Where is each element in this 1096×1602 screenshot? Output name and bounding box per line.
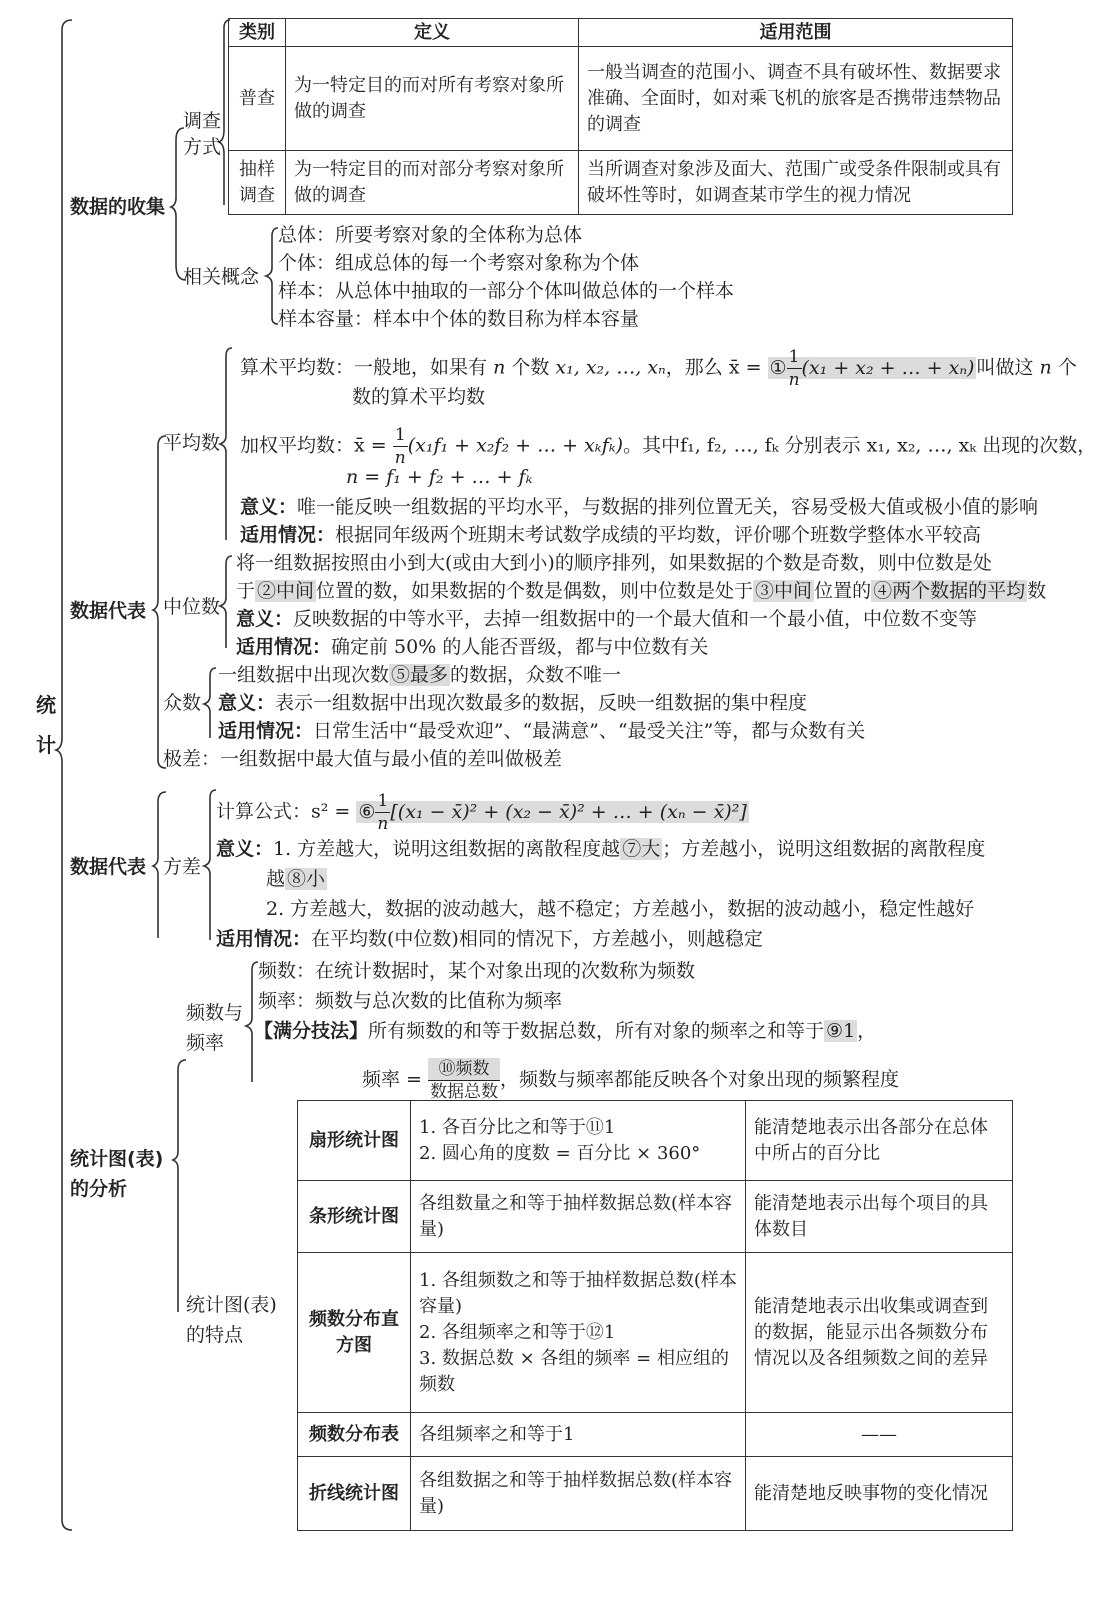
table-row	[298, 1101, 1013, 1181]
mean-label: 平均数	[163, 432, 221, 454]
root-label-2: 计	[36, 733, 56, 757]
table-row	[298, 1253, 1013, 1413]
variance-meaning2: 2. 方差越大，数据的波动越大，越不稳定；方差越小，数据的波动越小，稳定性越好	[266, 898, 975, 920]
chart-rule-cell	[411, 1457, 746, 1531]
concept-item: 总体：所要考察对象的全体称为总体	[278, 224, 583, 246]
table-cell: 一般当调查的范围小、调查不具有破坏性、数据要求准确、全面时，如对乘飞机的旅客是否携带违禁物品的调查	[579, 47, 1013, 151]
table-row	[298, 1413, 1013, 1457]
chart-rule-cell	[411, 1413, 746, 1457]
root-label-1: 统	[36, 693, 56, 717]
arith-mean-line: 算术平均数：一般地，如果有 n 个数 x₁, x₂, …, xₙ，那么 x̄ = ① $\frac{1}{n}$ (x₁ + x₂ + … + xₙ) 叫做这 n 个	[240, 347, 1077, 390]
concept-item: 样本容量：样本中个体的数目称为样本容量	[278, 308, 640, 330]
chart-type-cell: 条形统计图	[298, 1181, 411, 1253]
table-header: 定义	[286, 19, 579, 47]
arith-mean-line2: 数的算术平均数	[352, 386, 486, 408]
chart-feature-cell: 能清楚地表示出各部分在总体中所占的百分比	[746, 1101, 1013, 1181]
variance-meaning1-cont: 越 ⑧小	[266, 868, 326, 890]
variance-label: 方差	[163, 856, 202, 878]
tip-line: 【满分技法】所有频数的和等于数据总数，所有对象的频率之和等于 ⑨1 ，	[254, 1020, 877, 1042]
weighted-mean-line: 加权平均数：x̄ = $\frac{1}{n}$ (x₁f₁ + x₂f₂ + … + xₖfₖ)。其中f₁, f₂, …, fₖ 分别表示 x₁, x₂, …, xₖ 出现的次数，	[240, 425, 1096, 468]
chart-rule-cell	[411, 1101, 746, 1181]
mode-line1: 一组数据中出现次数 ⑤最多 的数据，众数不唯一	[218, 664, 622, 686]
rule-line: 2. 圆心角的度数 = 百分比 × 360°	[419, 1142, 701, 1164]
mode-meaning: 意义：表示一组数据中出现次数最多的数据，反映一组数据的集中程度	[218, 692, 808, 714]
rate-def: 频率：频数与总次数的比值称为频率	[258, 990, 563, 1012]
chart-feature-cell: 能清楚地表示出收集或调查到的数据，能显示出各频数分布情况以及各组频数之间的差异	[746, 1253, 1013, 1413]
chart-type-cell: 频数分布表	[298, 1413, 411, 1457]
concept-item: 个体：组成总体的每一个考察对象称为个体	[278, 252, 640, 274]
mode-usage: 适用情况：日常生活中“最受欢迎”、“最满意”、“最受关注”等，都与众数有关	[218, 720, 866, 742]
section-title-collection: 数据的收集	[70, 196, 166, 218]
rule-line: 2. 各组频率之和等于⑫1	[419, 1321, 616, 1343]
freq-label-2: 频率	[186, 1032, 225, 1054]
median-usage: 适用情况：确定前 50% 的人能否晋级，都与中位数有关	[236, 636, 709, 658]
chart-feature-cell: 能清楚地反映事物的变化情况	[746, 1457, 1013, 1531]
median-label: 中位数	[163, 596, 221, 618]
weighted-mean-line2: n = f₁ + f₂ + … + fₖ	[346, 466, 533, 488]
section-title-analysis-1: 统计图(表)	[70, 1148, 164, 1170]
concepts-label: 相关概念	[183, 266, 260, 288]
table-cell: 为一特定目的而对部分考察对象所做的调查	[286, 151, 579, 215]
variance-meaning1: 意义：1. 方差越大，说明这组数据的离散程度越 ⑦大 ；方差越小，说明这组数据的离散程度	[216, 838, 986, 860]
table-cell: 当所调查对象涉及面大、范围广或受条件限制或具有破坏性等时，如调查某市学生的视力情况	[579, 151, 1013, 215]
median-line2: 于 ②中间 位置的数，如果数据的个数是偶数，则中位数是处于 ③中间 位置的 ④两个数据的平均 数	[236, 580, 1047, 602]
freq-label-1: 频数与	[186, 1002, 244, 1024]
rule-line: 各组数据之和等于抽样数据总数(样本容量)	[419, 1469, 733, 1517]
rule-line: 各组数量之和等于抽样数据总数(样本容量)	[419, 1192, 733, 1240]
chart-feature-cell: ——	[746, 1413, 1013, 1457]
section-title-representative: 数据代表	[70, 600, 147, 622]
rule-line: 1. 各百分比之和等于⑪1	[419, 1116, 616, 1138]
freq-def: 频数：在统计数据时，某个对象出现的次数称为频数	[258, 960, 696, 982]
rate-formula: 频率 = $\frac{\text{⑩频数}}{\text{数据总数}}$ ，频数与频率都能反映各个对象出现的频繁程度	[362, 1059, 900, 1102]
mode-label: 众数	[163, 692, 202, 714]
chart-feature-cell: 能清楚地表示出每个项目的具体数目	[746, 1181, 1013, 1253]
variance-formula: 计算公式：s² = ⑥ $\frac{1}{n}$ [(x₁ − x̄)² + (x₂ − x̄)² + … + (xₙ − x̄)²]	[216, 791, 747, 834]
chart-label-2: 的特点	[186, 1324, 244, 1346]
table-header: 类别	[229, 19, 286, 47]
range-line: 极差：一组数据中最大值与最小值的差叫做极差	[163, 748, 563, 770]
median-meaning: 意义：反映数据的中等水平，去掉一组数据中的一个最大值和一个最小值，中位数不变等	[236, 608, 978, 630]
chart-type-cell: 折线统计图	[298, 1457, 411, 1531]
table-header: 适用范围	[579, 19, 1013, 47]
chart-rule-cell	[411, 1181, 746, 1253]
survey-table	[228, 18, 1013, 215]
section-title-analysis-2: 的分析	[70, 1178, 128, 1200]
concept-item: 样本：从总体中抽取的一部分个体叫做总体的一个样本	[278, 280, 735, 302]
chart-type-cell: 频数分布直方图	[298, 1253, 411, 1413]
table-cell: 为一特定目的而对所有考察对象所做的调查	[286, 47, 579, 151]
table-cell: 抽样调查	[229, 151, 286, 215]
table-row	[298, 1181, 1013, 1253]
mean-usage: 适用情况：根据同年级两个班期末考试数学成绩的平均数，评价哪个班数学整体水平较高	[240, 524, 982, 546]
rule-line: 1. 各组频数之和等于抽样数据总数(样本容量)	[419, 1269, 737, 1317]
chart-rule-cell	[411, 1253, 746, 1413]
table-row	[298, 1457, 1013, 1531]
rule-line: 各组频率之和等于1	[419, 1423, 575, 1445]
mean-meaning: 意义：唯一能反映一组数据的平均水平，与数据的排列位置无关，容易受极大值或极小值的影响	[240, 496, 1039, 518]
table-cell: 普查	[229, 47, 286, 151]
chart-type-cell: 扇形统计图	[298, 1101, 411, 1181]
survey-method-label: 调查方式	[183, 110, 222, 158]
median-line1: 将一组数据按照由小到大(或由大到小)的顺序排列，如果数据的个数是奇数，则中位数是处	[236, 552, 992, 574]
variance-usage: 适用情况：在平均数(中位数)相同的情况下，方差越小，则越稳定	[216, 928, 763, 950]
chart-table	[297, 1100, 1013, 1531]
rule-line: 3. 数据总数 × 各组的频率 = 相应组的频数	[419, 1347, 729, 1395]
chart-label-1: 统计图(表)	[186, 1294, 277, 1316]
section-title-variance: 数据代表	[70, 856, 147, 878]
